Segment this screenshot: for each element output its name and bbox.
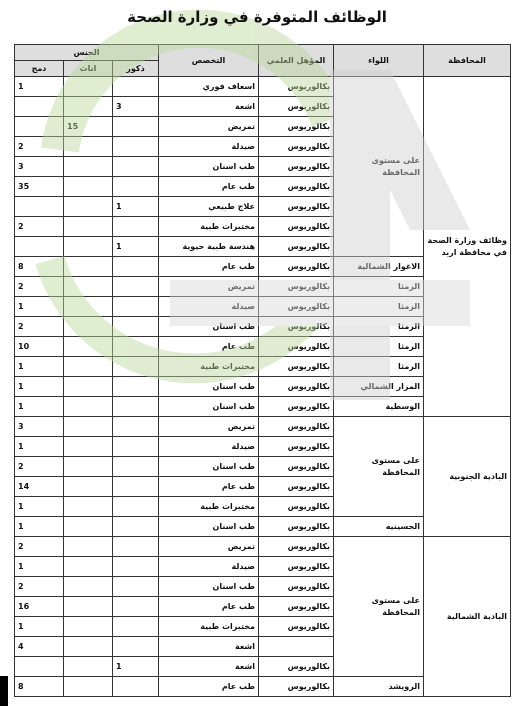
female-count-cell [64, 377, 113, 397]
specialization-cell: طب اسنان [159, 317, 259, 337]
mixed-count-cell: 2 [15, 217, 64, 237]
female-count-cell [64, 617, 113, 637]
mixed-count-cell: 2 [15, 457, 64, 477]
female-count-cell [64, 157, 113, 177]
female-count-cell [64, 317, 113, 337]
female-count-cell [64, 477, 113, 497]
mixed-count-cell: 14 [15, 477, 64, 497]
female-count-cell [64, 197, 113, 217]
male-count-cell [113, 357, 159, 377]
page-title: الوظائف المتوفرة في وزارة الصحة [127, 8, 387, 26]
female-count-cell [64, 637, 113, 657]
male-count-cell [113, 617, 159, 637]
mixed-count-cell: 2 [15, 317, 64, 337]
table-row [15, 77, 511, 97]
qualification-cell: بكالوريوس [259, 317, 334, 337]
male-count-cell [113, 497, 159, 517]
liwa-cell: الرمثا [334, 337, 424, 357]
qualification-cell: بكالوريوس [259, 137, 334, 157]
mixed-count-cell: 8 [15, 257, 64, 277]
female-count-cell [64, 577, 113, 597]
male-count-cell [113, 437, 159, 457]
specialization-cell: صيدلة [159, 297, 259, 317]
qualification-cell: بكالوريوس [259, 477, 334, 497]
header-female: اناث [64, 61, 113, 77]
male-count-cell [113, 317, 159, 337]
liwa-cell: الرمثا [334, 297, 424, 317]
female-count-cell [64, 337, 113, 357]
governorate-cell: وظائف وزارة الصحة في محافظة اربد [424, 77, 511, 417]
header-governorate: المحافظة [424, 45, 511, 77]
male-count-cell [113, 257, 159, 277]
female-count-cell [64, 257, 113, 277]
qualification-cell: بكالوريوس [259, 537, 334, 557]
qualification-cell: بكالوريوس [259, 457, 334, 477]
male-count-cell [113, 417, 159, 437]
female-count-cell [64, 137, 113, 157]
mixed-count-cell [15, 97, 64, 117]
qualification-cell: بكالوريوس [259, 257, 334, 277]
qualification-cell: بكالوريوس [259, 357, 334, 377]
male-count-cell [113, 277, 159, 297]
header-specialization: التخصص [159, 45, 259, 77]
male-count-cell: 1 [113, 197, 159, 217]
qualification-cell: بكالوريوس [259, 677, 334, 697]
female-count-cell [64, 597, 113, 617]
female-count-cell [64, 457, 113, 477]
qualification-cell: بكالوريوس [259, 277, 334, 297]
mixed-count-cell [15, 117, 64, 137]
male-count-cell [113, 177, 159, 197]
male-count-cell [113, 157, 159, 177]
corner-black-bar [0, 676, 8, 706]
specialization-cell: مختبرات طبية [159, 617, 259, 637]
header-mixed: دمج [15, 61, 64, 77]
mixed-count-cell [15, 197, 64, 217]
female-count-cell [64, 397, 113, 417]
qualification-cell: بكالوريوس [259, 577, 334, 597]
mixed-count-cell: 35 [15, 177, 64, 197]
mixed-count-cell: 1 [15, 617, 64, 637]
mixed-count-cell: 1 [15, 397, 64, 417]
mixed-count-cell: 3 [15, 417, 64, 437]
specialization-cell: تمريض [159, 537, 259, 557]
male-count-cell: 3 [113, 97, 159, 117]
mixed-count-cell: 1 [15, 77, 64, 97]
female-count-cell [64, 517, 113, 537]
female-count-cell [64, 217, 113, 237]
mixed-count-cell [15, 657, 64, 677]
male-count-cell [113, 637, 159, 657]
specialization-cell: اشعة [159, 657, 259, 677]
male-count-cell [113, 537, 159, 557]
specialization-cell: طب اسنان [159, 577, 259, 597]
male-count-cell [113, 137, 159, 157]
header-liwa: اللواء [334, 45, 424, 77]
mixed-count-cell: 2 [15, 537, 64, 557]
female-count-cell [64, 97, 113, 117]
liwa-cell: المزار الشمالي [334, 377, 424, 397]
specialization-cell: طب عام [159, 597, 259, 617]
specialization-cell: طب اسنان [159, 377, 259, 397]
specialization-cell: علاج طبيعي [159, 197, 259, 217]
qualification-cell: بكالوريوس [259, 397, 334, 417]
qualification-cell: بكالوريوس [259, 437, 334, 457]
female-count-cell [64, 417, 113, 437]
specialization-cell: طب اسنان [159, 457, 259, 477]
liwa-cell: الرمثا [334, 277, 424, 297]
specialization-cell: تمريض [159, 277, 259, 297]
mixed-count-cell: 1 [15, 557, 64, 577]
female-count-cell [64, 277, 113, 297]
specialization-cell: طب عام [159, 477, 259, 497]
liwa-cell: الرويشد [334, 677, 424, 697]
female-count-cell [64, 297, 113, 317]
jobs-table [14, 44, 511, 697]
qualification-cell: بكالوريوس [259, 77, 334, 97]
female-count-cell [64, 537, 113, 557]
mixed-count-cell: 8 [15, 677, 64, 697]
male-count-cell [113, 457, 159, 477]
female-count-cell [64, 557, 113, 577]
mixed-count-cell: 3 [15, 157, 64, 177]
female-count-cell [64, 237, 113, 257]
header-male: ذكور [113, 61, 159, 77]
qualification-cell: بكالوريوس [259, 377, 334, 397]
mixed-count-cell: 1 [15, 437, 64, 457]
qualification-cell: بكالوريوس [259, 657, 334, 677]
male-count-cell [113, 217, 159, 237]
mixed-count-cell: 1 [15, 497, 64, 517]
specialization-cell: اشعة [159, 637, 259, 657]
specialization-cell: طب اسنان [159, 397, 259, 417]
governorate-cell: البادية الجنوبية [424, 417, 511, 537]
specialization-cell: طب اسنان [159, 517, 259, 537]
male-count-cell [113, 517, 159, 537]
mixed-count-cell: 1 [15, 297, 64, 317]
specialization-cell: اسعاف فوري [159, 77, 259, 97]
qualification-cell: بكالوريوس [259, 517, 334, 537]
mixed-count-cell: 10 [15, 337, 64, 357]
specialization-cell: صيدلة [159, 557, 259, 577]
qualification-cell: بكالوريوس [259, 97, 334, 117]
female-count-cell: 15 [64, 117, 113, 137]
specialization-cell: تمريض [159, 117, 259, 137]
male-count-cell [113, 677, 159, 697]
qualification-cell: بكالوريوس [259, 497, 334, 517]
specialization-cell: مختبرات طبية [159, 217, 259, 237]
qualification-cell: بكالوريوس [259, 617, 334, 637]
mixed-count-cell: 4 [15, 637, 64, 657]
mixed-count-cell: 1 [15, 517, 64, 537]
male-count-cell [113, 577, 159, 597]
qualification-cell: بكالوريوس [259, 297, 334, 317]
table-row [15, 417, 511, 437]
header-qualification: المؤهل العلمي [259, 45, 334, 77]
male-count-cell: 1 [113, 657, 159, 677]
qualification-cell: بكالوريوس [259, 417, 334, 437]
mixed-count-cell: 2 [15, 137, 64, 157]
male-count-cell [113, 297, 159, 317]
liwa-cell: الحسينيه [334, 517, 424, 537]
specialization-cell: مختبرات طبية [159, 357, 259, 377]
qualification-cell: بكالوريوس [259, 197, 334, 217]
table-header [15, 45, 511, 77]
male-count-cell [113, 117, 159, 137]
specialization-cell: طب عام [159, 677, 259, 697]
female-count-cell [64, 177, 113, 197]
mixed-count-cell: 1 [15, 377, 64, 397]
specialization-cell: طب عام [159, 337, 259, 357]
specialization-cell: تمريض [159, 417, 259, 437]
qualification-cell: بكالوريوس [259, 337, 334, 357]
mixed-count-cell: 16 [15, 597, 64, 617]
mixed-count-cell: 2 [15, 277, 64, 297]
qualification-cell [259, 637, 334, 657]
liwa-cell: الرمثا [334, 357, 424, 377]
mixed-count-cell: 2 [15, 577, 64, 597]
liwa-cell: على مستوى المحافظة [334, 77, 424, 257]
qualification-cell: بكالوريوس [259, 557, 334, 577]
specialization-cell: اشعة [159, 97, 259, 117]
female-count-cell [64, 497, 113, 517]
female-count-cell [64, 437, 113, 457]
liwa-cell: الرمثا [334, 317, 424, 337]
table-row [15, 537, 511, 557]
specialization-cell: هندسة طبية حيوية [159, 237, 259, 257]
female-count-cell [64, 677, 113, 697]
male-count-cell [113, 337, 159, 357]
male-count-cell [113, 557, 159, 577]
female-count-cell [64, 657, 113, 677]
qualification-cell: بكالوريوس [259, 177, 334, 197]
male-count-cell [113, 597, 159, 617]
liwa-cell: على مستوى المحافظة [334, 417, 424, 517]
qualification-cell: بكالوريوس [259, 597, 334, 617]
liwa-cell: على مستوى المحافظة [334, 537, 424, 677]
qualification-cell: بكالوريوس [259, 157, 334, 177]
male-count-cell [113, 397, 159, 417]
male-count-cell [113, 477, 159, 497]
specialization-cell: طب اسنان [159, 157, 259, 177]
specialization-cell: صيدلة [159, 437, 259, 457]
governorate-cell: البادية الشمالية [424, 537, 511, 697]
male-count-cell: 1 [113, 237, 159, 257]
qualification-cell: بكالوريوس [259, 217, 334, 237]
female-count-cell [64, 357, 113, 377]
header-gender: الجنس [15, 45, 159, 61]
specialization-cell: طب عام [159, 257, 259, 277]
female-count-cell [64, 77, 113, 97]
specialization-cell: صيدلة [159, 137, 259, 157]
liwa-cell: الوسطية [334, 397, 424, 417]
specialization-cell: طب عام [159, 177, 259, 197]
male-count-cell [113, 377, 159, 397]
male-count-cell [113, 77, 159, 97]
mixed-count-cell: 1 [15, 357, 64, 377]
table-body [15, 77, 511, 697]
specialization-cell: مختبرات طبية [159, 497, 259, 517]
liwa-cell: الاغوار الشمالية [334, 257, 424, 277]
qualification-cell: بكالوريوس [259, 237, 334, 257]
mixed-count-cell [15, 237, 64, 257]
qualification-cell: بكالوريوس [259, 117, 334, 137]
